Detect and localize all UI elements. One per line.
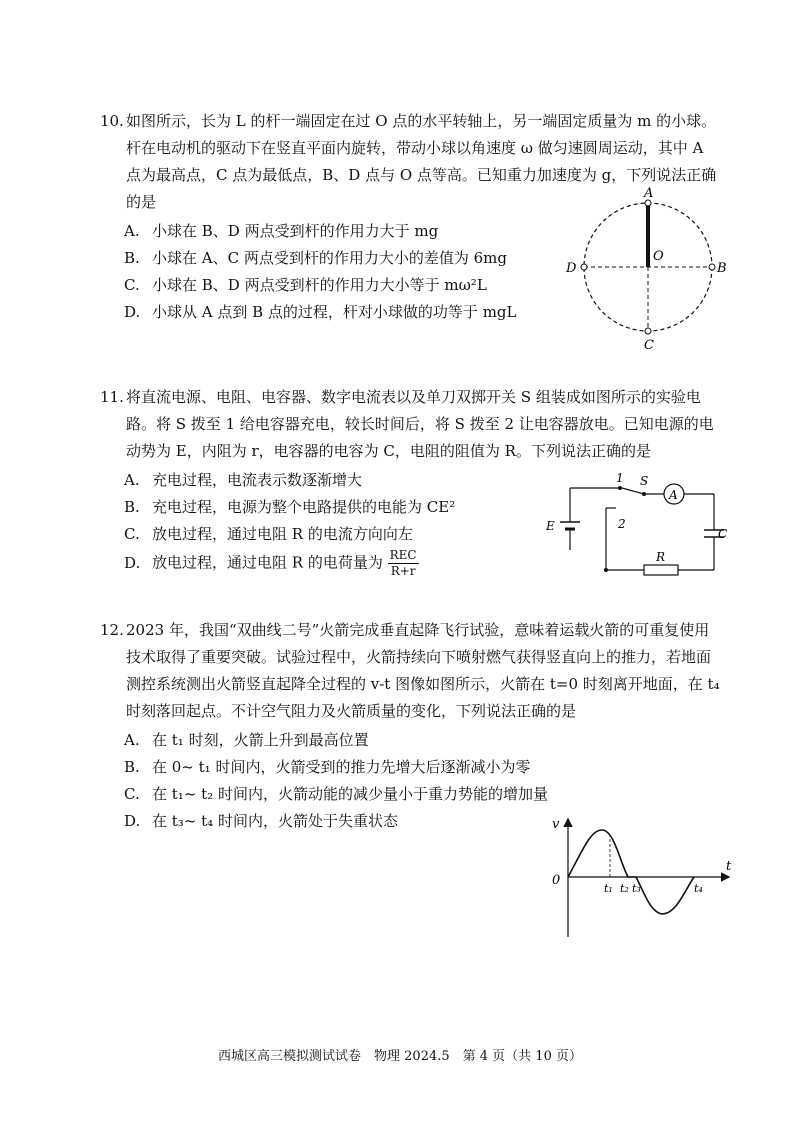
fraction <box>388 548 419 579</box>
option-text: 放电过程，通过电阻 R 的电流方向向左 <box>152 525 413 543</box>
ammeter-label: A <box>669 488 678 502</box>
resistor <box>644 565 678 575</box>
label-contact-1: 1 <box>616 471 624 485</box>
label-t3: t₃ <box>632 882 641 895</box>
circuit-figure <box>540 470 730 580</box>
option-letter: B. <box>124 249 140 267</box>
label-resistor-r: R <box>656 550 666 564</box>
option-text: 放电过程，通过电阻 R 的电荷量为 <box>152 553 383 572</box>
option-text: 小球在 B、D 两点受到杆的作用力大小等于 mω²L <box>152 276 487 294</box>
option-text: 充电过程，电流表示数逐渐增大 <box>152 471 363 489</box>
vt-curve <box>568 830 694 914</box>
label-emf-e: E <box>546 519 555 533</box>
option-text: 在 t₁ 时刻，火箭上升到最高位置 <box>152 731 369 749</box>
question-number: 12. <box>100 621 124 639</box>
option-letter: A. <box>124 222 140 240</box>
label-switch-s: S <box>640 474 649 488</box>
option-text: 小球在 B、D 两点受到杆的作用力大于 mg <box>152 222 439 240</box>
option-a[interactable] <box>124 727 720 754</box>
option-letter: B. <box>124 758 140 776</box>
option-letter: C. <box>124 276 140 294</box>
label-a: A <box>644 186 654 201</box>
option-letter: B. <box>124 498 140 516</box>
label-v: v <box>552 817 560 832</box>
option-letter: D. <box>124 812 141 830</box>
option-letter: A. <box>124 731 140 749</box>
question-stem: 将直流电源、电阻、电容器、数字电流表以及单刀双掷开关 S 组装成如图所示的实验电路。将 S 拨至 1 给电容器充电，较长时间后，将 S 拨至 2 让电容器放电。已知电源的电动势为 E，内阻为 r，电容器的电容为 C，电阻的阻值为 R。下列说法正确的是 <box>126 388 714 460</box>
label-t: t <box>726 859 732 874</box>
label-t4: t₄ <box>694 882 703 895</box>
option-text: 小球从 A 点到 B 点的过程，杆对小球做的功等于 mgL <box>152 303 517 321</box>
point-d <box>581 264 587 270</box>
option-letter: D. <box>124 553 141 572</box>
label-o: O <box>653 249 664 264</box>
question-12 <box>100 617 720 835</box>
switch-contact-1 <box>618 486 622 490</box>
option-letter: A. <box>124 471 140 489</box>
question-stem: 如图所示，长为 L 的杆一端固定在过 O 点的水平转轴上，另一端固定质量为 m 的小球。杆在电动机的驱动下在竖直平面内旋转，带动小球以角速度 ω 做匀速圆周运动，其中 A 点为最高点，C 点为最低点，B、D 点与 O 点等高。已知重力加速度为 g，下列说法正确的是 <box>126 112 717 211</box>
label-c: C <box>644 338 654 351</box>
option-text: 在 t₁~ t₂ 时间内，火箭动能的减少量小于重力势能的增加量 <box>152 785 548 803</box>
option-letter: C. <box>124 525 140 543</box>
option-text: 在 t₃~ t₄ 时间内，火箭处于失重状态 <box>152 812 398 830</box>
option-b[interactable] <box>124 754 720 781</box>
option-text: 在 0~ t₁ 时间内，火箭受到的推力先增大后逐渐减小为零 <box>152 758 531 776</box>
fraction-numerator: REC <box>389 548 417 562</box>
point-c <box>645 328 651 334</box>
question-number: 11. <box>100 388 124 406</box>
circle-rotation-figure <box>560 186 730 351</box>
option-c[interactable] <box>124 781 720 808</box>
option-letter: D. <box>124 303 141 321</box>
option-letter: C. <box>124 785 140 803</box>
switch-blade <box>622 488 644 494</box>
fraction-denominator: R+r <box>390 564 416 578</box>
question-stem: 2023 年，我国“双曲线二号”火箭完成垂直起降飞行试验，意味着运载火箭的可重复使用技术取得了重要突破。试验过程中，火箭持续向下喷射燃气获得竖直向上的推力，若地面测控系统测出火箭竖直起降全过程的 v-t 图像如图所示，火箭在 t=0 时刻离开地面，在 t₄ 时刻落回起点。不计空气阻力及火箭质量的变化，下列说法正确的是 <box>126 621 720 720</box>
label-capacitor-c: C <box>718 527 728 541</box>
label-t2: t₂ <box>620 882 629 895</box>
point-b <box>709 264 715 270</box>
label-b: B <box>717 261 727 276</box>
label-contact-2: 2 <box>618 517 626 531</box>
page-footer: 西城区高三模拟测试试卷 物理 2024.5 第 4 页（共 10 页） <box>218 1049 582 1064</box>
option-text: 小球在 A、C 两点受到杆的作用力大小的差值为 6mg <box>152 249 507 267</box>
question-number: 10. <box>100 112 124 130</box>
option-text: 充电过程，电源为整个电路提供的电能为 CE² <box>152 498 456 516</box>
label-d: D <box>566 261 577 276</box>
vt-graph-figure <box>548 812 738 942</box>
label-t1: t₁ <box>604 882 613 895</box>
label-origin: 0 <box>552 873 561 888</box>
